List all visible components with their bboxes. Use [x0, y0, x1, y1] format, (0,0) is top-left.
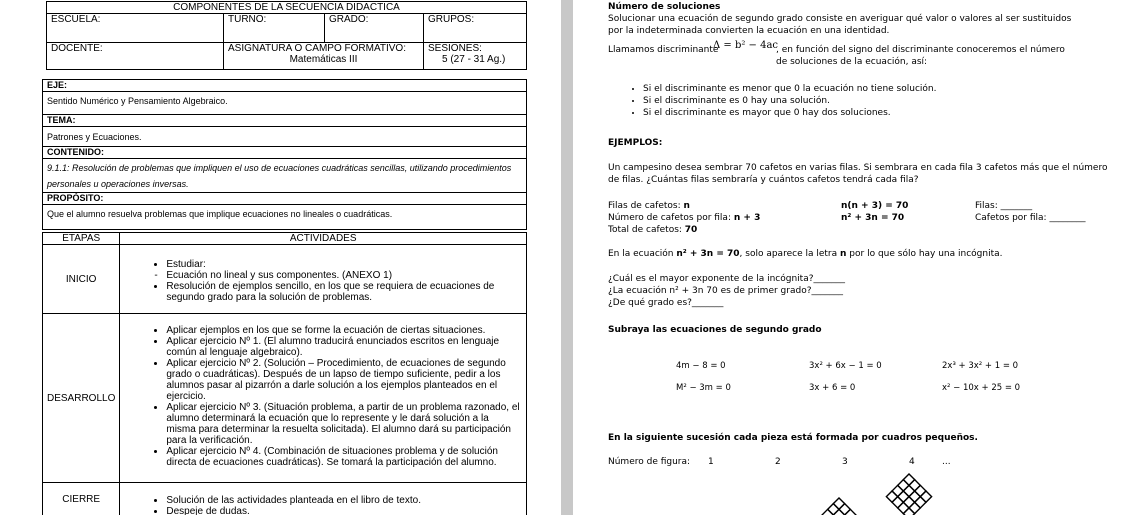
figure-number: 4 [909, 457, 915, 467]
equation-option[interactable]: 3x + 6 = 0 [809, 383, 856, 393]
info-table [42, 79, 527, 230]
contenido-value: 9.1.1: Resolución de problemas que impliquen el uso de ecuaciones cuadráticas sencillas, utilizando procedimientos personales u operaciones inversas. [47, 163, 512, 189]
desarrollo-item: • Aplicar ejercicio Nº 2. (Solución – Procedimiento, de ecuaciones de segundo grado o cuadráticas). Después de un lapso de tiempo suficiente, pedir a los alumnos pasar al pizarrón a darle solución a los ejemplos planteados en el ejercicio. [166, 358, 520, 402]
subraya-title: Subraya las ecuaciones de segundo grado [608, 325, 822, 335]
filas-cafetos-var: n [683, 201, 690, 211]
discriminante-post: , en función del signo del discriminante conoceremos el número de soluciones de la ecuación, así: [776, 45, 1065, 67]
sesiones-value: 5 (27 - 31 Ag.) [442, 54, 506, 65]
proposito-value: Que el alumno resuelva problemas que implique ecuaciones no lineales o cuadráticas. [43, 205, 527, 230]
turno-field[interactable]: TURNO: [224, 14, 325, 43]
en-ecuacion-pre: En la ecuación [608, 249, 674, 259]
cierre-item: • Despeje de dudas. [166, 506, 520, 515]
asignatura-value: Matemáticas III [289, 54, 358, 65]
sesiones-label: SESIONES: [428, 43, 482, 54]
asignatura-cell [224, 43, 424, 70]
discriminante-formula: Δ = b² − 4ac [713, 40, 779, 51]
docente-field[interactable]: DOCENTE: [47, 43, 224, 70]
desarrollo-item: • Aplicar ejemplos en los que se forme la ecuación de ciertas situaciones. [166, 325, 520, 336]
figure-number: 3 [842, 457, 848, 467]
question-2[interactable]: ¿La ecuación n² + 3n 70 es de primer grado?_______ [608, 286, 843, 296]
discriminante-pre: Llamamos discriminante [608, 45, 719, 55]
desarrollo-item: • Aplicar ejercicio Nº 3. (Situación problema, a partir de un problema razonado, el alumno determinará la ecuación que lo represente y le dará solución a la misma para determinar la resuelta solicitada). El alumno dará su participación para la verificación. [166, 402, 520, 446]
cafetos-blank[interactable]: Cafetos por fila: ________ [975, 213, 1086, 223]
grado-field[interactable]: GRADO: [325, 14, 424, 43]
filas-cafetos-label: Filas de cafetos: [608, 201, 681, 211]
intro-text: Solucionar una ecuación de segundo grado consiste en averiguar qué valor o valores al ser sustituidos por la indeterminada convierten la ecuación en una identidad. [608, 14, 1072, 36]
numero-cafetos-label: Número de cafetos por fila: [608, 213, 731, 223]
tema-value: Patrones y Ecuaciones. [43, 127, 527, 147]
equation-option[interactable]: 3x² + 6x − 1 = 0 [809, 361, 882, 371]
figure-pattern-diagram [753, 468, 953, 515]
sucesion-title: En la siguiente sucesión cada pieza está formada por cuadros pequeños. [608, 433, 978, 443]
en-ecuacion-post: por lo que sólo hay una incógnita. [849, 249, 1003, 259]
figure-number: 1 [708, 457, 714, 467]
discriminante-bullet: • Si el discriminante es 0 hay una solución. [643, 95, 936, 107]
desarrollo-item: • Aplicar ejercicio Nº 4. (Combinación de situaciones problema y de solución directa de ecuaciones cuadráticas). Se tomará la participación del alumno. [166, 446, 520, 468]
activities-table [42, 232, 527, 515]
numero-soluciones-title: Número de soluciones [608, 2, 721, 12]
inicio-item: • Resolución de ejemplos sencillo, en los que se requiera de ecuaciones de segundo grado para la solución de problemas. [166, 281, 520, 303]
left-page [0, 0, 561, 515]
inicio-item: - Ecuación no lineal y sus componentes. (ANEXO 1) [166, 270, 520, 281]
equation-option[interactable]: 2x³ + 3x² + 1 = 0 [942, 361, 1019, 371]
asignatura-label: ASIGNATURA O CAMPO FORMATIVO: [228, 43, 406, 54]
col-etapas: ETAPAS [43, 233, 120, 245]
filas-blank[interactable]: Filas: _______ [975, 201, 1033, 211]
question-3[interactable]: ¿De qué grado es?_______ [608, 298, 724, 308]
discriminante-bullet: • Si el discriminante es menor que 0 la ecuación no tiene solución. [643, 83, 936, 95]
col-actividades: ACTIVIDADES [120, 233, 527, 245]
figure-3-diamond [822, 498, 856, 515]
contenido-label: CONTENIDO: [47, 147, 104, 157]
etapa-inicio: INICIO [43, 245, 120, 314]
etapa-desarrollo: DESARROLLO [43, 314, 120, 483]
grupos-field[interactable]: GRUPOS: [424, 14, 527, 43]
sesiones-cell [424, 43, 527, 70]
equation-1: n(n + 3) = 70 [841, 201, 909, 211]
right-page [573, 0, 1134, 515]
etapa-cierre: CIERRE [43, 483, 120, 515]
equation-2: n² + 3n = 70 [841, 213, 905, 223]
question-1[interactable]: ¿Cuál es el mayor exponente de la incógnita?_______ [608, 274, 845, 284]
total-cafetos-label: Total de cafetos: [608, 225, 682, 235]
figure-4-diamond [886, 474, 931, 515]
eje-value: Sentido Numérico y Pensamiento Algebraico. [43, 92, 527, 115]
numero-cafetos-var: n + 3 [733, 213, 761, 223]
figure-number: 2 [775, 457, 781, 467]
ejemplos-title: EJEMPLOS: [608, 138, 663, 148]
desarrollo-item: • Aplicar ejercicio Nº 1. (El alumno traducirá enunciados escritos en lenguaje común al lenguaje algebraico). [166, 336, 520, 358]
en-ecuacion-mid: , solo aparece la letra [739, 249, 838, 259]
inicio-item: • Estudiar: [166, 259, 520, 270]
header-title: COMPONENTES DE LA SECUENCIA DIDACTICA [47, 2, 527, 14]
eje-label: EJE: [47, 80, 68, 90]
equation-option[interactable]: M² − 3m = 0 [676, 383, 731, 393]
equation-option[interactable]: 4m − 8 = 0 [676, 361, 726, 371]
en-ecuacion-n: n [840, 249, 847, 259]
en-ecuacion-eq: n² + 3n = 70 [676, 249, 740, 259]
tema-label: TEMA: [47, 115, 76, 125]
cierre-item: • Solución de las actividades planteada en el libro de texto. [166, 495, 520, 506]
figure-number: ... [942, 457, 951, 467]
problem-text: Un campesino desea sembrar 70 cafetos en varias filas. Si sembrara en cada fila 3 cafetos más que el número de filas. ¿Cuántas filas sembraría y cuántos cafetos tendrá cada fila? [608, 163, 1108, 185]
total-cafetos-value: 70 [684, 225, 698, 235]
escuela-field[interactable]: ESCUELA: [47, 14, 224, 43]
discriminante-bullet: • Si el discriminante es mayor que 0 hay dos soluciones. [643, 107, 936, 119]
proposito-label: PROPÓSITO: [47, 193, 104, 203]
numero-figura-label: Número de figura: [608, 457, 691, 467]
equation-option[interactable]: x² − 10x + 25 = 0 [942, 383, 1021, 393]
header-table [46, 1, 527, 70]
